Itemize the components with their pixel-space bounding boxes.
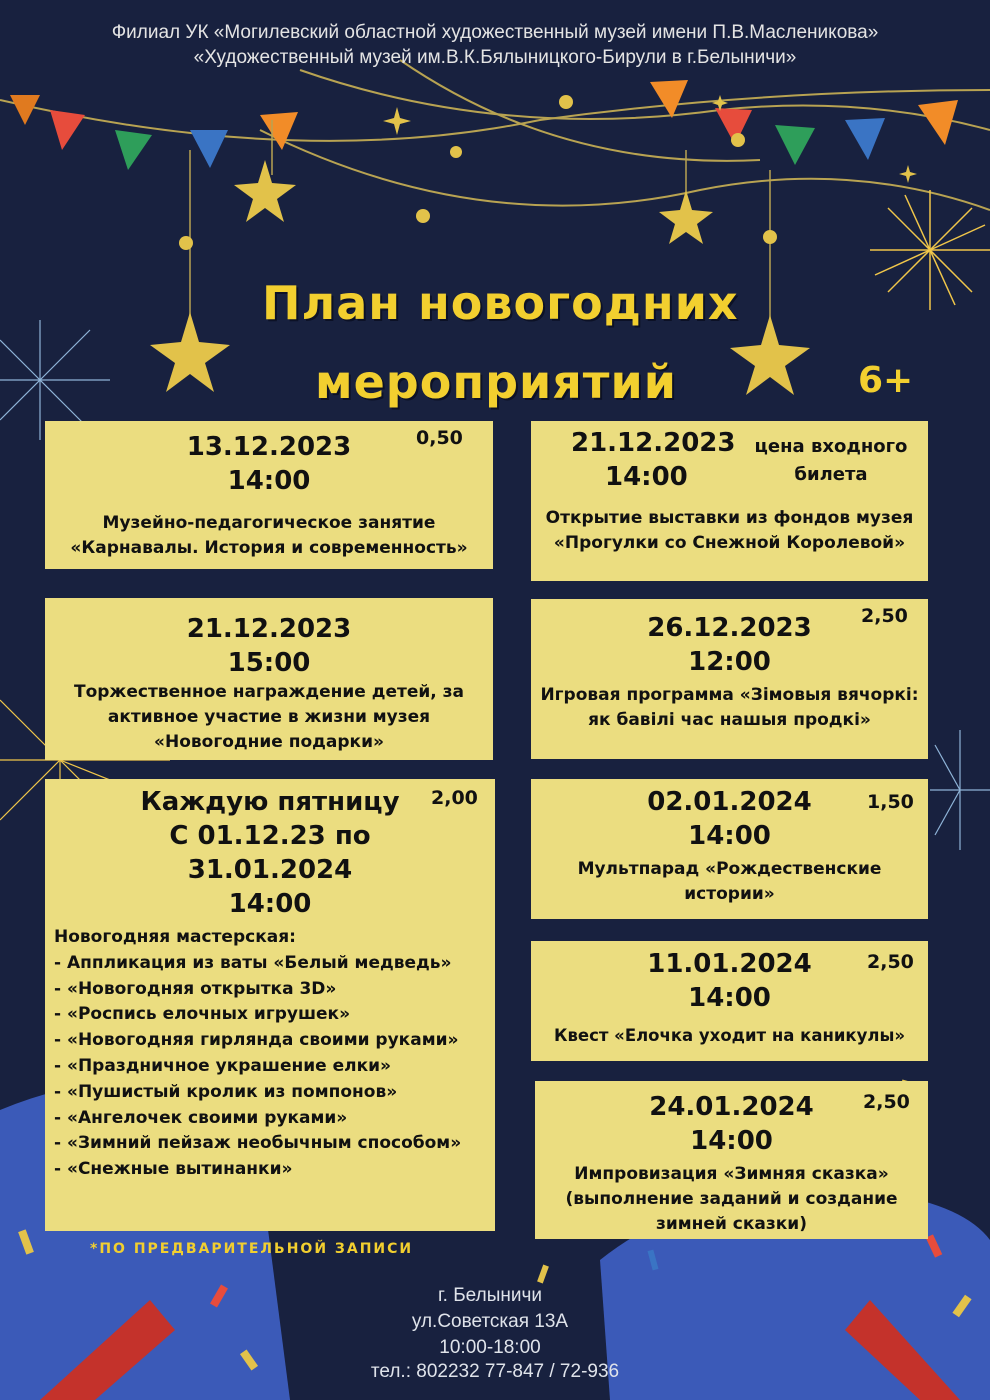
footer-address: ул.Советская 13А [411,1311,569,1332]
weekly-time: 14:00 [228,889,312,919]
event-time: 14:00 [688,983,771,1013]
weekly-period-end: 31.01.2024 [187,855,353,885]
event-time: 14:00 [688,821,771,851]
event-price: 2,50 [867,951,914,973]
event-price: 1,50 [867,791,914,813]
museum-header [0,20,990,70]
event-time: 12:00 [688,647,771,677]
event-card-02-01 [531,779,928,919]
title-line-2: мероприятий [315,355,677,409]
event-time: 15:00 [227,648,311,678]
weekly-period-start: С 01.12.23 по [169,821,371,851]
event-card-24-01 [535,1081,928,1239]
age-rating-badge: 6+ [858,360,914,401]
header-line-1: Филиал УК «Могилевский областной художественный музей имени П.В.Масленикова» [111,22,879,43]
weekly-workshop-card [45,779,495,1231]
event-date: 11.01.2024 [647,949,812,979]
firework-right-top [870,190,990,310]
event-price: 2,50 [863,1091,910,1113]
workshop-item: - «Роспись елочных игрушек» [54,1004,351,1025]
event-description: Торжественное награждение детей, за активное участие в жизни музея «Новогодние подарки» [73,682,465,752]
event-date: 26.12.2023 [647,613,812,643]
workshop-item: - «Новогодняя гирлянда своими руками» [54,1030,459,1051]
event-date: 24.01.2024 [649,1092,814,1122]
event-card-11-01 [531,941,928,1061]
footer-city: г. Белыничи [438,1285,542,1306]
footer-hours: 10:00-18:00 [439,1337,541,1358]
title-line-1: План новогодних [262,276,739,330]
event-card-21-12-awards [45,598,493,760]
sparkle-glyphs [383,95,917,183]
weekly-day: Каждую пятницу [140,787,400,817]
event-description: Открытие выставки из фондов музея «Прогулки со Снежной Королевой» [545,508,914,553]
workshop-heading: Новогодняя мастерская: [54,927,296,947]
event-time: 14:00 [227,466,311,496]
event-time: 14:00 [605,462,688,492]
workshop-list [45,925,495,1183]
event-price: 0,50 [416,427,463,449]
event-description: Импровизация «Зимняя сказка» (выполнение заданий и создание зимней сказки) [565,1164,898,1234]
event-date: 21.12.2023 [186,614,352,644]
footer-phone: тел.: 802232 77-847 / 72-936 [370,1361,620,1382]
event-description: Музейно-педагогическое занятие «Карнавалы. История и современность» [70,513,468,558]
registration-note: *ПО ПРЕДВАРИТЕЛЬНОЙ ЗАПИСИ [90,1241,414,1257]
event-price: цена входного билета [754,436,908,485]
event-card-13-12 [45,421,493,569]
workshop-item: - «Праздничное украшение елки» [54,1055,391,1076]
event-card-26-12 [531,599,928,759]
event-date: 13.12.2023 [186,432,352,462]
workshop-item: - «Новогодняя открытка 3D» [54,978,337,999]
workshop-item: - «Пушистый кролик из помпонов» [54,1081,398,1102]
event-card-21-12-exhibition [531,421,928,581]
event-date: 02.01.2024 [647,787,812,817]
workshop-item: - «Снежные вытинанки» [54,1159,293,1180]
header-line-2: «Художественный музей им.В.К.Бялыницкого-Бирули в г.Белыничи» [193,47,797,68]
event-description: Игровая программа «Зімовыя вячоркі: як бавілі час нашыя продкі» [540,685,919,730]
workshop-item: - «Ангелочек своими руками» [54,1107,348,1128]
event-date: 21.12.2023 [571,428,736,458]
firework-right-mid [930,730,990,850]
event-description: Мультпарад «Рождественские истории» [577,859,882,904]
event-description: Квест «Елочка уходит на каникулы» [553,1026,906,1045]
workshop-item: - Аппликация из ваты «Белый медведь» [54,952,452,973]
workshop-item: - «Зимний пейзаж необычным способом» [54,1133,462,1154]
event-time: 14:00 [690,1126,773,1156]
contact-footer [390,1283,590,1361]
event-price: 2,50 [861,605,908,627]
weekly-price: 2,00 [431,787,478,809]
